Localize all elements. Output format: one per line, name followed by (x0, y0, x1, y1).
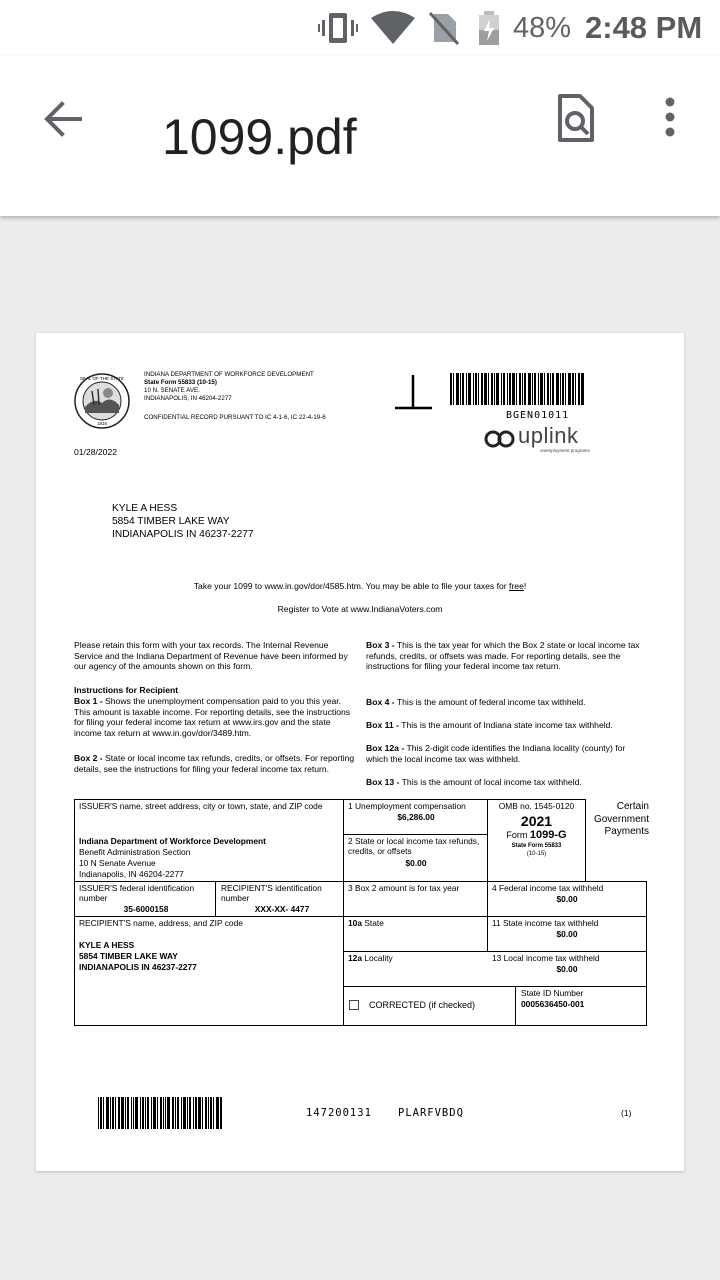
recipient-id-label: RECIPIENT'S identification number (221, 883, 322, 903)
tax-notice-text: Take your 1099 to www.in.gov/dor/4585.htm. You may be able to file your taxes for (193, 581, 510, 591)
issuer-id-label: ISSUER'S federal identification number (79, 883, 195, 903)
box12a-instruction-label: Box 12a - (366, 743, 405, 753)
recipient-name: KYLE A HESS (79, 940, 135, 950)
box1-instruction-label: Box 1 - (74, 696, 103, 706)
recipient-street: 5854 TIMBER LAKE WAY (79, 951, 178, 961)
box13-label: 13 Local income tax withheld (492, 953, 600, 963)
retain-notice: Please retain this form with your tax records. The Internal Revenue Service and the Indiana Department of Revenue have been informed by our agency of the amounts shown on this form. (74, 640, 348, 672)
battery-percent: 48% (513, 12, 572, 44)
app-bar (0, 56, 720, 216)
document-title: 1099.pdf (162, 109, 357, 165)
issuer-label: ISSUER'S name, street address, city or town, state, and ZIP code (79, 801, 323, 811)
footer-code-2: PLARFVBDQ (398, 1107, 464, 1119)
corrected-checkbox[interactable] (349, 1000, 359, 1010)
t-mark-icon (394, 373, 434, 413)
box1-instruction-text: Shows the unemployment compensation paid to you this year. This amount is taxable income. For reporting details, see the instructions for filing your federal income tax return at www.irs.gov and the state income tax return at www.in.gov/dor/3489.htm. (74, 696, 351, 738)
free-link[interactable]: free (509, 581, 524, 591)
wifi-icon (370, 10, 416, 46)
box13-value: $0.00 (556, 964, 578, 974)
no-sim-icon (428, 10, 460, 46)
more-vert-icon (650, 92, 690, 142)
back-arrow-icon (34, 90, 94, 150)
box3-label: 3 Box 2 amount is for tax year (348, 883, 460, 893)
vote-notice: Register to Vote at www.IndianaVoters.com (277, 604, 443, 614)
box11-instruction-label: Box 11 - (366, 720, 399, 730)
tax-notice (36, 581, 684, 592)
state-form-rev: (10-15) (526, 851, 547, 857)
state-id-value: 0005636450-001 (521, 999, 585, 1009)
box10a-label (348, 918, 384, 928)
bottom-barcode (98, 1097, 278, 1129)
issuer-id-value: 35-6000158 (123, 904, 169, 914)
box4-instruction-label: Box 4 - (366, 697, 395, 707)
confidential-notice: CONFIDENTIAL RECORD PURSUANT TO IC 4-1-6, IC 22-4-19-6 (144, 414, 326, 421)
box4-label: 4 Federal income tax withheld (492, 883, 604, 893)
uplink-logo (484, 425, 604, 453)
box1-value: $6,286.00 (397, 812, 435, 822)
recipient-city: INDIANAPOLIS IN 46237-2277 (79, 962, 197, 972)
form-code: 1099-G (529, 829, 567, 841)
box4-value: $0.00 (556, 894, 578, 904)
svg-text:SEAL OF THE STATE: SEAL OF THE STATE (79, 376, 125, 381)
find-in-page-button[interactable] (548, 90, 604, 150)
vibrate-icon (318, 10, 358, 46)
box13-instruction-label: Box 13 - (366, 777, 400, 787)
issuer-name: Indiana Department of Workforce Development (79, 836, 266, 846)
footer-code-1: 147200131 (306, 1107, 372, 1119)
box11-instruction (366, 720, 648, 731)
svg-text:1816: 1816 (96, 421, 108, 426)
tax-year: 2021 (520, 813, 553, 829)
box2-label: 2 State or local income tax refunds, credits, or offsets (348, 836, 480, 856)
box3-instruction-label: Box 3 - (366, 640, 395, 650)
uplink-logo-icon (484, 429, 518, 449)
agency-address-2: INDIANAPOLIS, IN 46204-2277 (144, 395, 232, 402)
clock: 2:48 PM (585, 10, 703, 45)
box4-instruction-text: This is the amount of federal income tax withheld. (394, 697, 586, 707)
agency-address-1: 10 N. SENATE AVE. (144, 387, 200, 394)
mail-recipient-name: KYLE A HESS (112, 503, 178, 514)
form-1099g (74, 799, 647, 1026)
box12a-number: 12a (348, 953, 362, 963)
box10a-text: State (361, 918, 384, 928)
recipient-label: RECIPIENT'S name, address, and ZIP code (79, 918, 243, 928)
mail-recipient-street: 5854 TIMBER LAKE WAY (112, 516, 230, 527)
state-form: State Form 55833 (511, 843, 562, 849)
form-title: Certain Government Payments (593, 801, 649, 837)
box1-instruction (74, 696, 356, 738)
status-bar (0, 0, 720, 56)
instructions-heading: Instructions for Recipient (74, 685, 179, 695)
box11-label: 11 State income tax withheld (492, 918, 599, 928)
box1-label: 1 Unemployment compensation (348, 801, 466, 811)
box10a-number: 10a (348, 918, 362, 928)
agency-name: INDIANA DEPARTMENT OF WORKFORCE DEVELOPMENT (144, 371, 314, 378)
form-name (488, 830, 585, 840)
recipient-id-value: XXX-XX- 4477 (254, 904, 310, 914)
top-barcode (450, 373, 630, 405)
document-date: 01/28/2022 (74, 447, 118, 457)
corrected-label: CORRECTED (if checked) (369, 1000, 476, 1010)
more-options-button[interactable] (650, 92, 690, 142)
find-in-page-icon (548, 90, 604, 150)
box4-instruction (366, 697, 648, 708)
box11-value: $0.00 (556, 929, 578, 939)
issuer-line-3: 10 N Senate Avenue (79, 858, 156, 868)
box2-instruction-text: State or local income tax refunds, credits, or offsets. For reporting details, see the instructions for filing your federal income tax return. (74, 753, 355, 774)
box11-instruction-text: This is the amount of Indiana state income tax withheld. (398, 720, 613, 730)
box12a-text: Locality (361, 953, 393, 963)
logo-text: uplink (518, 423, 579, 448)
box13-instruction-text: This is the amount of local income tax withheld. (399, 777, 582, 787)
box3-instruction (366, 640, 648, 672)
barcode-text: BGEN01011 (506, 410, 570, 421)
page-number: (1) (621, 1108, 632, 1118)
box12a-instruction-text: This 2-digit code identifies the Indiana locality (county) for which the local income tax was withheld. (366, 743, 626, 764)
logo-subtitle: unemployment programs (540, 448, 590, 453)
omb-number: OMB no. 1545-0120 (498, 801, 575, 811)
issuer-line-2: Benefit Administration Section (79, 847, 191, 857)
box2-value: $0.00 (405, 858, 427, 868)
box3-instruction-text: This is the tax year for which the Box 2 state or local income tax refunds, credits, or offsets was made. For reporting details, see the instructions for filing your federal income tax return. (366, 640, 640, 672)
form-reference: State Form 55833 (10-15) (144, 379, 217, 386)
mail-recipient-city: INDIANAPOLIS IN 46237-2277 (112, 529, 254, 540)
indiana-state-seal-icon (74, 373, 130, 429)
battery-icon (476, 10, 502, 46)
box2-instruction (74, 753, 356, 774)
box12a-instruction (366, 743, 648, 764)
issuer-line-4: Indianapolis, IN 46204-2277 (79, 869, 184, 879)
box13-instruction (366, 777, 648, 788)
box2-instruction-label: Box 2 - (74, 753, 103, 763)
form-word: Form (506, 830, 530, 840)
state-id-label: State ID Number (521, 988, 584, 998)
back-button[interactable] (34, 90, 94, 150)
pdf-page[interactable] (36, 333, 684, 1171)
box12a-label (348, 953, 393, 963)
tax-notice-end: ! (523, 581, 527, 591)
